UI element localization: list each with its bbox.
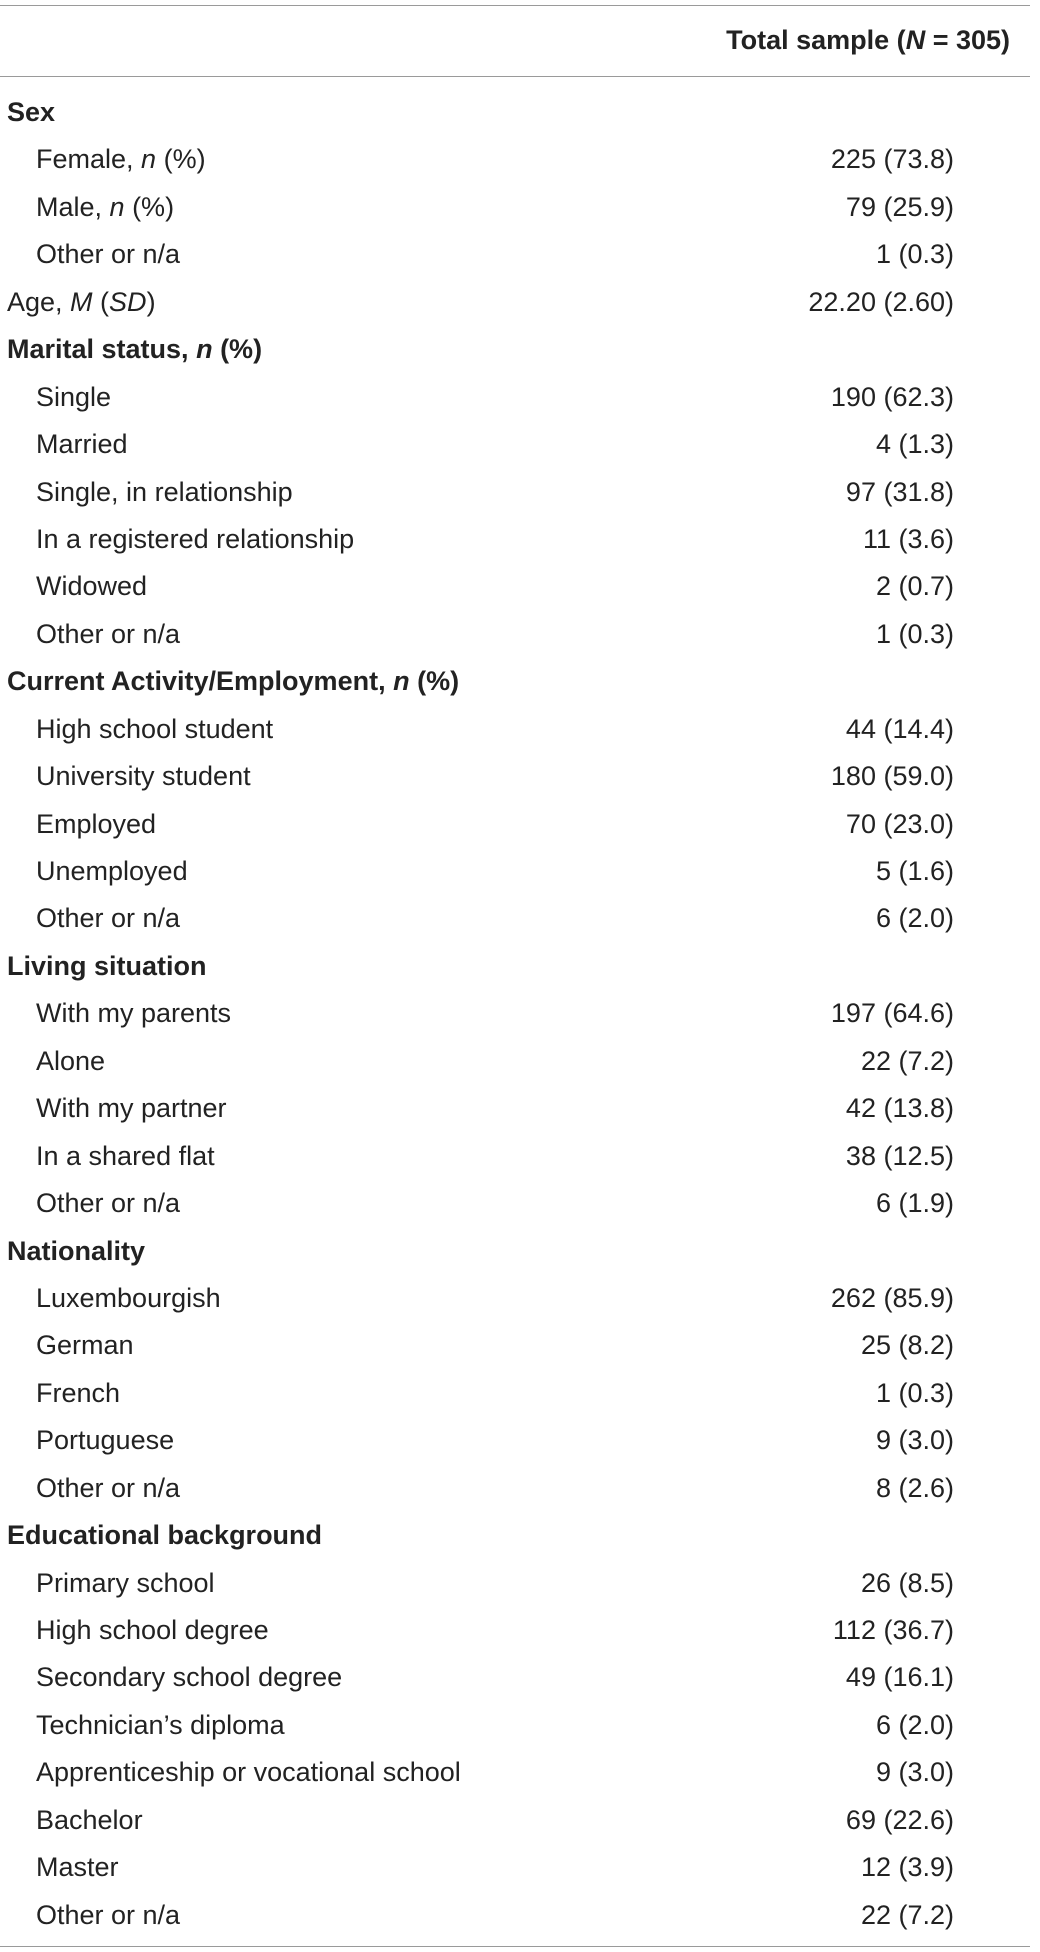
label-text: Current Activity/Employment, xyxy=(7,666,394,697)
column-header-total-sample xyxy=(726,5,1010,76)
table-row xyxy=(0,895,1030,942)
label-text: Male, xyxy=(36,191,110,222)
row-value-cell xyxy=(0,1844,1040,1891)
row-value-cell xyxy=(0,1275,1040,1322)
row-value-cell xyxy=(0,279,1040,326)
row-value: 8 (2.6) xyxy=(875,1472,954,1503)
table-row xyxy=(0,1892,1030,1939)
row-value: 5 (1.6) xyxy=(875,856,954,886)
row-value: 1 (0.3) xyxy=(875,239,954,270)
label-statistic-symbol: n xyxy=(393,666,410,697)
label-text: French xyxy=(36,1377,121,1408)
row-value-cell xyxy=(0,1085,1040,1132)
label-statistic-symbol: M xyxy=(70,286,93,317)
label-statistic-symbol: n xyxy=(109,191,125,222)
label-text: ) xyxy=(146,286,156,317)
label-text: Age, xyxy=(7,286,71,317)
row-value-cell xyxy=(0,184,1040,231)
row-value-cell xyxy=(0,895,1040,942)
table-row xyxy=(0,1607,1030,1654)
label-text: Other or n/a xyxy=(36,903,181,934)
table-row xyxy=(0,1180,1030,1227)
label-statistic-symbol: n xyxy=(196,334,213,365)
section-heading-row xyxy=(0,1228,1030,1275)
section-heading-label xyxy=(7,89,55,136)
row-value-cell xyxy=(0,611,1040,658)
label-text: Employed xyxy=(36,808,157,839)
label-text: Female, xyxy=(36,144,142,175)
label-text: Luxembourgish xyxy=(36,1282,221,1313)
row-value-cell xyxy=(0,1180,1040,1227)
table-row xyxy=(0,231,1030,278)
row-value: 97 (31.8) xyxy=(845,476,954,507)
label-text: With my partner xyxy=(36,1093,227,1124)
row-value: 197 (64.6) xyxy=(830,998,954,1029)
row-value-cell xyxy=(0,1749,1040,1796)
row-value: 2 (0.7) xyxy=(875,571,954,602)
label-text: (%) xyxy=(156,144,206,175)
row-value-cell xyxy=(0,848,1040,895)
label-text: Other or n/a xyxy=(36,618,181,649)
row-value-cell xyxy=(0,1038,1040,1085)
row-value: 38 (12.5) xyxy=(845,1140,954,1171)
row-value: 1 (0.3) xyxy=(875,618,954,649)
label-text: German xyxy=(36,1330,134,1361)
row-value: 11 (3.6) xyxy=(862,523,954,554)
table-header-row xyxy=(0,5,1030,76)
table-row xyxy=(0,1654,1030,1701)
table-row xyxy=(0,706,1030,753)
table-row xyxy=(0,1749,1030,1796)
row-value-cell xyxy=(0,1465,1040,1512)
row-value: 25 (8.2) xyxy=(860,1330,954,1361)
label-text: Single xyxy=(36,381,112,412)
section-heading-label xyxy=(7,943,207,990)
header-prefix: Total sample ( xyxy=(726,25,906,55)
table-row xyxy=(0,1797,1030,1844)
row-value: 69 (22.6) xyxy=(845,1804,954,1835)
label-text: (%) xyxy=(124,191,175,222)
row-value: 9 (3.0) xyxy=(875,1757,954,1788)
label-statistic-symbol: n xyxy=(141,144,157,175)
row-value-cell xyxy=(0,1370,1040,1417)
row-value-cell xyxy=(0,421,1040,468)
table-row xyxy=(0,1133,1030,1180)
row-value-cell xyxy=(0,1797,1040,1844)
table-row xyxy=(0,801,1030,848)
section-heading-row xyxy=(0,326,1030,373)
row-value-cell xyxy=(0,1654,1040,1701)
label-text: Primary school xyxy=(36,1567,215,1598)
label-text: High school student xyxy=(36,713,274,744)
row-value: 225 (73.8) xyxy=(830,144,954,175)
row-value-cell xyxy=(0,1892,1040,1939)
table-row xyxy=(0,990,1030,1037)
row-value: 9 (3.0) xyxy=(875,1425,954,1456)
label-text: Other or n/a xyxy=(36,239,181,270)
table-row xyxy=(0,1038,1030,1085)
table-row xyxy=(0,421,1030,468)
section-heading-row xyxy=(0,1512,1030,1559)
table-bottom-rule xyxy=(0,1946,1030,1947)
row-value: 44 (14.4) xyxy=(845,713,954,744)
row-value: 70 (23.0) xyxy=(845,808,954,839)
label-text: Portuguese xyxy=(36,1425,175,1456)
label-text: Apprenticeship or vocational school xyxy=(36,1757,461,1788)
table-row xyxy=(0,1322,1030,1369)
row-value-cell xyxy=(0,1702,1040,1749)
table-row xyxy=(0,563,1030,610)
section-heading-label xyxy=(7,326,262,373)
label-text: In a shared flat xyxy=(36,1140,215,1171)
table-row xyxy=(0,1370,1030,1417)
label-text: Nationality xyxy=(7,1235,146,1266)
section-heading-label xyxy=(7,1228,145,1275)
table-row xyxy=(0,516,1030,563)
label-text: Unemployed xyxy=(36,856,188,886)
table-row xyxy=(0,1465,1030,1512)
label-text: Other or n/a xyxy=(36,1472,181,1503)
table-row xyxy=(0,1275,1030,1322)
label-text: Alone xyxy=(36,1045,106,1076)
label-text: (%) xyxy=(212,334,263,365)
label-text: In a registered relationship xyxy=(36,523,355,554)
row-value-cell xyxy=(0,1607,1040,1654)
row-value-cell xyxy=(0,1560,1040,1607)
row-value-cell xyxy=(0,753,1040,800)
row-value: 180 (59.0) xyxy=(830,761,954,792)
label-text: Other or n/a xyxy=(36,1899,181,1930)
section-heading-label xyxy=(7,1512,322,1559)
table-body xyxy=(0,89,1030,1939)
table-row xyxy=(0,469,1030,516)
section-heading-row xyxy=(0,658,1030,705)
label-statistic-symbol: SD xyxy=(109,286,147,317)
label-text: Married xyxy=(36,429,128,460)
label-text: Secondary school degree xyxy=(36,1662,343,1693)
header-bottom-rule xyxy=(0,76,1030,77)
label-text: Widowed xyxy=(36,571,148,602)
row-value: 1 (0.3) xyxy=(875,1377,954,1408)
label-text: High school degree xyxy=(36,1615,269,1645)
table-row xyxy=(0,136,1030,183)
label-text: Single, in relationship xyxy=(36,476,293,507)
row-value-cell xyxy=(0,1322,1040,1369)
row-value: 42 (13.8) xyxy=(845,1093,954,1124)
row-value-cell xyxy=(0,990,1040,1037)
row-value-cell xyxy=(0,563,1040,610)
row-value: 6 (2.0) xyxy=(875,1709,954,1740)
label-text: Bachelor xyxy=(36,1804,143,1835)
row-value: 6 (1.9) xyxy=(875,1188,954,1219)
row-value: 4 (1.3) xyxy=(875,429,954,460)
label-text: Technician’s diploma xyxy=(36,1709,285,1740)
label-text: Educational background xyxy=(7,1520,323,1551)
table-row xyxy=(0,848,1030,895)
table-row xyxy=(0,753,1030,800)
label-text: With my parents xyxy=(36,998,232,1029)
row-value: 49 (16.1) xyxy=(845,1662,954,1693)
label-text: Master xyxy=(36,1852,119,1883)
table-row xyxy=(0,1702,1030,1749)
label-text: Marital status, xyxy=(7,334,197,365)
row-value: 22 (7.2) xyxy=(860,1899,954,1930)
table-row xyxy=(0,1560,1030,1607)
table-row xyxy=(0,374,1030,421)
label-text: Living situation xyxy=(7,950,207,981)
header-suffix: = 305) xyxy=(925,25,1010,55)
row-value-cell xyxy=(0,1133,1040,1180)
row-value-cell xyxy=(0,231,1040,278)
table-row xyxy=(0,184,1030,231)
label-text: ( xyxy=(92,286,110,317)
label-text: (%) xyxy=(409,666,460,697)
row-value-cell xyxy=(0,516,1040,563)
section-heading-label xyxy=(7,658,459,705)
row-value: 22 (7.2) xyxy=(860,1045,954,1076)
section-heading-row xyxy=(0,89,1030,136)
row-value: 190 (62.3) xyxy=(830,381,954,412)
label-text: University student xyxy=(36,761,251,792)
header-n-symbol: N xyxy=(905,25,926,55)
row-value: 12 (3.9) xyxy=(860,1852,954,1883)
table-row xyxy=(0,1417,1030,1464)
row-value: 22.20 (2.60) xyxy=(808,286,954,317)
section-heading-row xyxy=(0,943,1030,990)
row-value: 112 (36.7) xyxy=(832,1615,954,1645)
row-value-cell xyxy=(0,1417,1040,1464)
row-value-cell xyxy=(0,706,1040,753)
table-row xyxy=(0,279,1030,326)
row-value: 26 (8.5) xyxy=(860,1567,954,1598)
label-text: Other or n/a xyxy=(36,1188,181,1219)
row-value: 79 (25.9) xyxy=(845,191,954,222)
table-row xyxy=(0,1085,1030,1132)
row-value-cell xyxy=(0,374,1040,421)
row-value-cell xyxy=(0,801,1040,848)
table-row xyxy=(0,1844,1030,1891)
row-value-cell xyxy=(0,469,1040,516)
row-value: 6 (2.0) xyxy=(875,903,954,934)
row-value-cell xyxy=(0,136,1040,183)
label-text: Sex xyxy=(7,97,56,127)
row-value: 262 (85.9) xyxy=(830,1282,954,1313)
table-row xyxy=(0,611,1030,658)
